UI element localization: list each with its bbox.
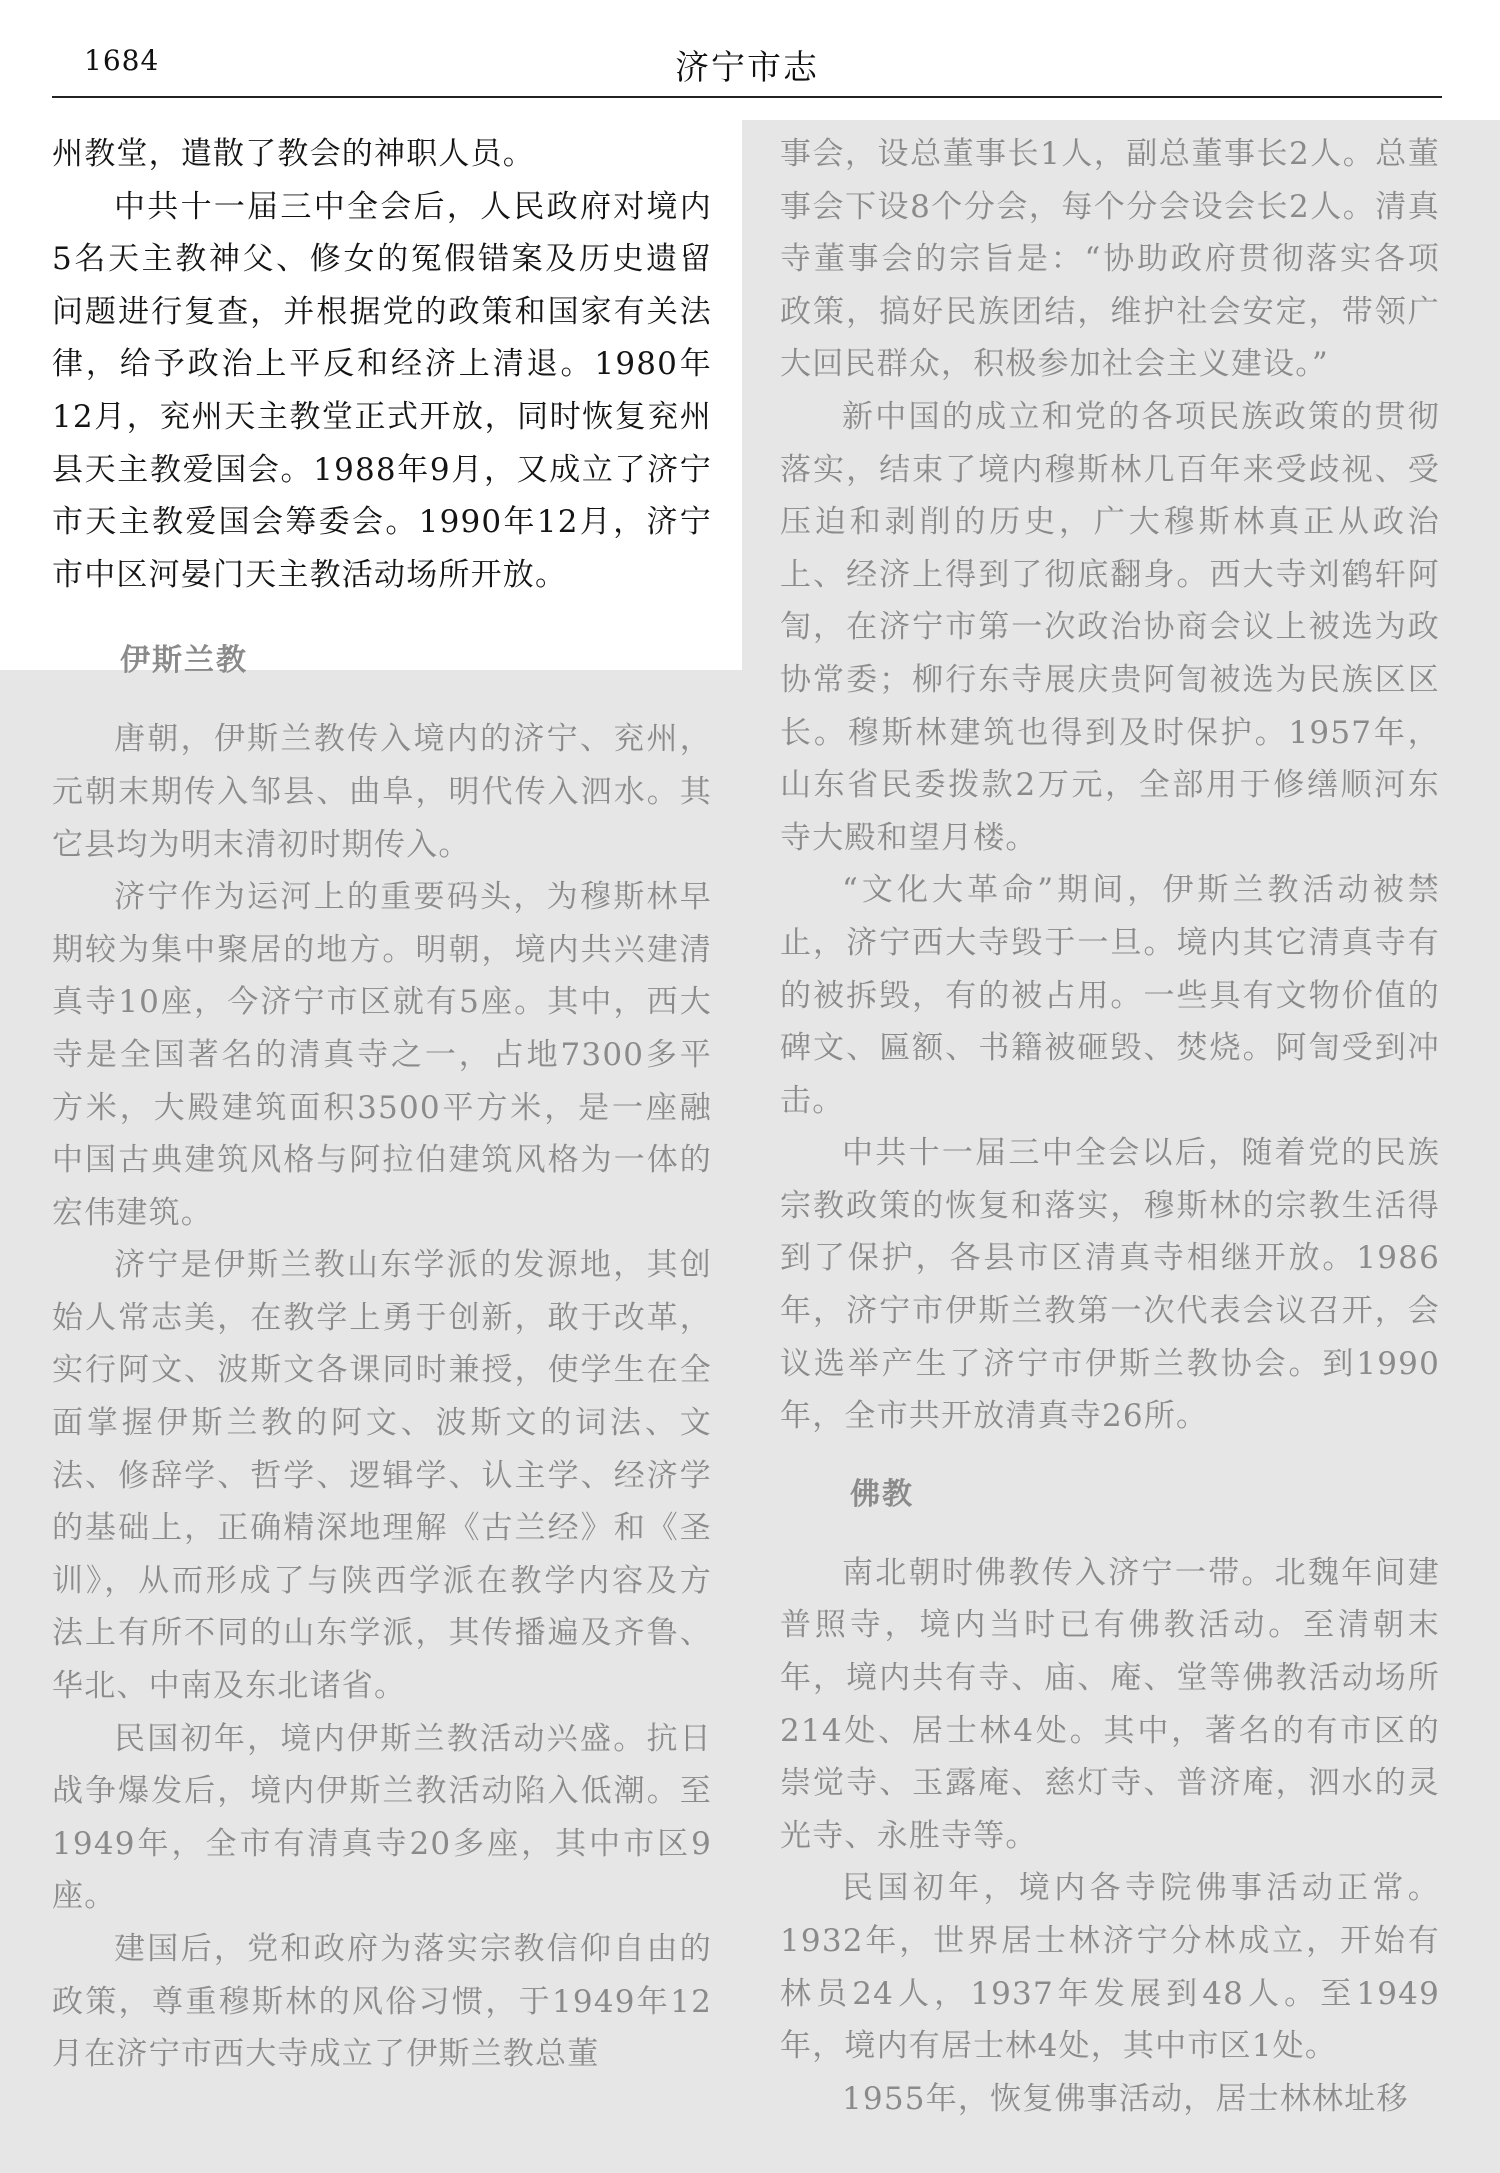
paragraph: 民国初年，境内各寺院佛事活动正常。1932年，世界居士林济宁分林成立，开始有林员24人，1937年发展到48人。至1949年，境内有居士林4处，其中市区1处。 bbox=[780, 1870, 1440, 2065]
running-title: 济宁市志 bbox=[675, 48, 819, 88]
page-header bbox=[52, 40, 1442, 96]
paragraph: 1955年，恢复佛事活动，居士林林址移 bbox=[842, 2080, 1409, 2117]
paragraph: 中共十一届三中全会以后，随着党的民族宗教政策的恢复和落实，穆斯林的宗教生活得到了保护，各县市区清真寺相继开放。1986年，济宁市伊斯兰教第一次代表会议召开，会议选举产生了济宁市伊斯兰教协会。到1990年，全市共开放清真寺26所。 bbox=[780, 1135, 1440, 1435]
paragraph: 民国初年，境内伊斯兰教活动兴盛。抗日战争爆发后，境内伊斯兰教活动陷入低潮。至1949年，全市有清真寺20多座，其中市区9座。 bbox=[52, 1720, 712, 1915]
right-column bbox=[780, 128, 1440, 2125]
paragraph: 建国后，党和政府为落实宗教信仰自由的政策，尊重穆斯林的风俗习惯，于1949年12月在济宁市西大寺成立了伊斯兰教总董 bbox=[52, 1931, 712, 2073]
header-rule bbox=[52, 96, 1442, 98]
section-heading-islam: 伊斯兰教 bbox=[120, 643, 248, 679]
paragraph: 济宁作为运河上的重要码头，为穆斯林早期较为集中聚居的地方。明朝，境内共兴建清真寺10座，今济宁市区就有5座。其中，西大寺是全国著名的清真寺之一，占地7300多平方米，大殿建筑面积3500平方米，是一座融中国古典建筑风格与阿拉伯建筑风格为一体的宏伟建筑。 bbox=[52, 879, 712, 1231]
paragraph: 南北朝时佛教传入济宁一带。北魏年间建普照寺，境内当时已有佛教活动。至清朝末年，境内共有寺、庙、庵、堂等佛教活动场所214处、居士林4处。其中，著名的有市区的崇觉寺、玉露庵、慈灯寺、普济庵，泗水的灵光寺、永胜寺等。 bbox=[780, 1554, 1440, 1854]
paragraph: 州教堂，遣散了教会的神职人员。 bbox=[52, 136, 535, 172]
section-heading-buddhism: 佛教 bbox=[850, 1476, 914, 1512]
paragraph: 新中国的成立和党的各项民族政策的贯彻落实，结束了境内穆斯林几百年来受歧视、受压迫和剥削的历史，广大穆斯林真正从政治上、经济上得到了彻底翻身。西大寺刘鹤轩阿訇，在济宁市第一次政治协商会议上被选为政协常委；柳行东寺展庆贵阿訇被选为民族区区长。穆斯林建筑也得到及时保护。1957年，山东省民委拨款2万元，全部用于修缮顺河东寺大殿和望月楼。 bbox=[780, 398, 1440, 856]
page-number: 1684 bbox=[84, 44, 160, 77]
paragraph: “文化大革命”期间，伊斯兰教活动被禁止，济宁西大寺毁于一旦。境内其它清真寺有的被拆毁，有的被占用。一些具有文物价值的碑文、匾额、书籍被砸毁、焚烧。阿訇受到冲击。 bbox=[780, 872, 1440, 1119]
paragraph: 唐朝，伊斯兰教传入境内的济宁、兖州，元朝末期传入邹县、曲阜，明代传入泗水。其它县均为明末清初时期传入。 bbox=[52, 721, 712, 863]
paragraph: 中共十一届三中全会后，人民政府对境内5名天主教神父、修女的冤假错案及历史遗留问题进行复查，并根据党的政策和国家有关法律，给予政治上平反和经济上清退。1980年12月，兖州天主教堂正式开放，同时恢复兖州县天主教爱国会。1988年9月，又成立了济宁市天主教爱国会筹委会。1990年12月，济宁市中区河晏门天主教活动场所开放。 bbox=[52, 188, 712, 593]
paragraph: 事会，设总董事长1人，副总董事长2人。总董事会下设8个分会，每个分会设会长2人。清真寺董事会的宗旨是：“协助政府贯彻落实各项政策，搞好民族团结，维护社会安定，带领广大回民群众，积极参加社会主义建设。” bbox=[780, 136, 1440, 383]
paragraph: 济宁是伊斯兰教山东学派的发源地，其创始人常志美，在教学上勇于创新，敢于改革，实行阿文、波斯文各课同时兼授，使学生在全面掌握伊斯兰教的阿文、波斯文的词法、文法、修辞学、哲学、逻辑学、认主学、经济学的基础上，正确精深地理解《古兰经》和《圣训》，从而形成了与陕西学派在教学内容及方法上有所不同的山东学派，其传播遍及齐鲁、华北、中南及东北诸省。 bbox=[52, 1247, 712, 1705]
left-column bbox=[52, 128, 712, 2081]
